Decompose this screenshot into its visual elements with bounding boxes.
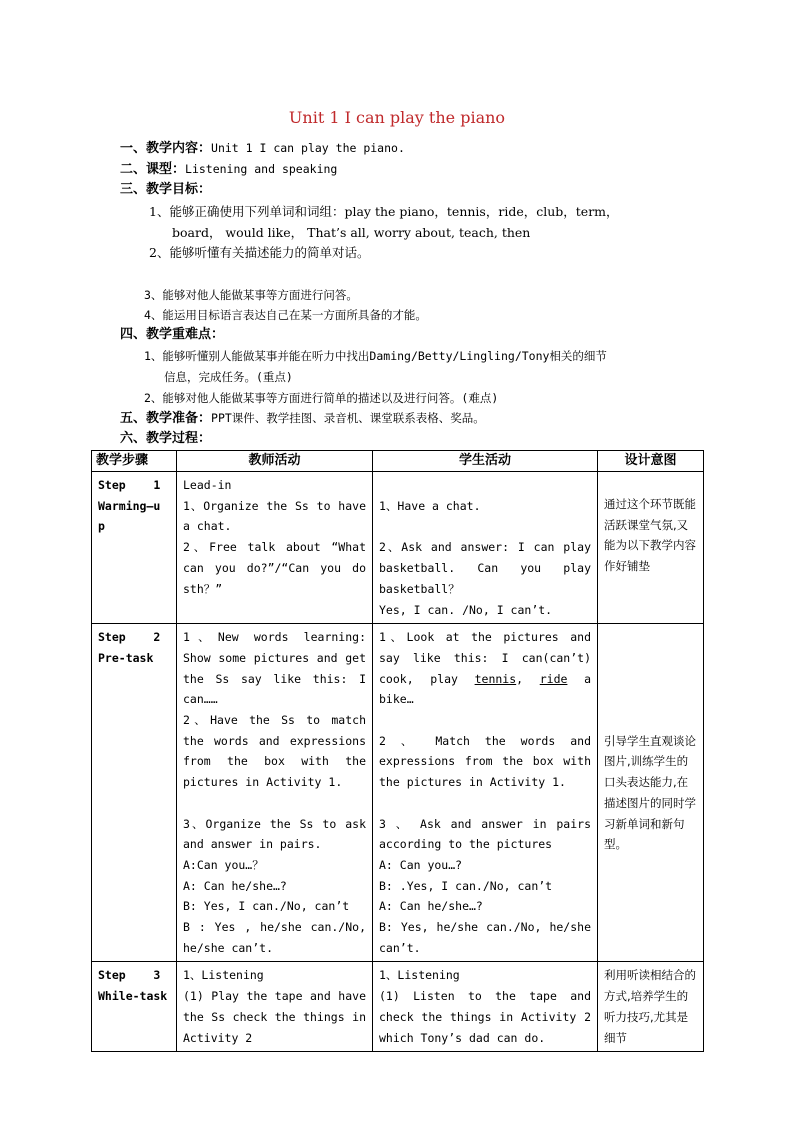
student-line: 2、Ask and answer: I can play basketball. Can you play basketball？ [379, 540, 591, 596]
goal-3: 3、能够对他人能做某事等方面进行问答。 [144, 288, 358, 302]
key-points-heading: 四、教学重难点： [120, 327, 225, 342]
teacher-cell [177, 624, 373, 962]
teacher-line: B: Yes, I can./No, can’t [183, 899, 350, 914]
document-title: Unit 1 I can play the piano [288, 108, 506, 127]
key-point-1-line-1: 1、能够听懂别人能做某事并能在听力中找出Daming/Betty/Lingling/Tony相关的细节 [144, 349, 607, 363]
table-row [92, 624, 704, 962]
step-cell [92, 472, 177, 624]
content-line [120, 140, 405, 157]
student-text: 1、Look at the pictures and say like this: I can(can’t) cook, [379, 630, 591, 686]
vocab-word-tennis: tennis [474, 671, 517, 686]
teacher-line: (1) Play the tape and have the Ss check the things in Activity 2 [183, 989, 366, 1045]
step-label: Step 2 [98, 630, 161, 645]
step-name: Pre-task [98, 650, 154, 665]
student-cell [373, 472, 598, 624]
student-line: A: Can you…? [379, 857, 463, 872]
process-heading: 六、教学过程： [120, 431, 212, 446]
content-text: Unit 1 I can play the piano. [211, 141, 405, 155]
student-line: Yes, I can. /No, I can’t. [379, 602, 553, 617]
type-line [120, 161, 337, 178]
design-cell [598, 962, 704, 1052]
type-text: Listening and speaking [185, 162, 338, 176]
table-row [92, 472, 704, 624]
step-name-cont: p [98, 519, 105, 534]
goal-2: 2、能够听懂有关描述能力的简单对话。 [149, 245, 370, 260]
key-point-1-line-2: 信息，完成任务。(重点) [164, 370, 293, 384]
teacher-line: A:Can you…？ [183, 857, 264, 872]
table-header-row [92, 451, 704, 472]
prep-line [120, 410, 485, 427]
content-label: 一、教学内容： [120, 141, 212, 156]
goal-1-line-2: board， would like， That’s all, worry about, teach, then [172, 225, 531, 240]
teacher-line: 1、Listening [183, 968, 264, 983]
student-cell [373, 624, 598, 962]
student-cell [373, 962, 598, 1052]
step-cell [92, 962, 177, 1052]
teacher-line: 1、New words learning: Show some pictures and get the Ss say like this: I can…… [183, 630, 366, 707]
design-text: 通过这个环节既能活跃课堂气氛,又能为以下教学内容作好铺垫 [604, 497, 696, 574]
student-line: 2 、 Match the words and expressions from the box with the pictures in Activity 1. [379, 733, 591, 790]
student-line: 1、Have a chat. [379, 499, 481, 513]
teacher-cell [177, 472, 373, 624]
table-row [92, 962, 704, 1052]
teacher-line: A: Can he/she…? [183, 878, 287, 893]
teacher-line: 1、Organize the Ss to have a chat. [183, 498, 366, 534]
teacher-line: Lead-in [183, 478, 232, 492]
teacher-line: 2、Free talk about “What can you do?”/“Can you do sth？” [183, 540, 366, 596]
goal-1-line-1: 1、能够正确使用下列单词和词组：play the piano，tennis，ride，club，term， [149, 204, 619, 219]
design-text: 引导学生直观谈论图片,训练学生的口头表达能力,在描述图片的同时学习新单词和新句型。 [604, 733, 696, 852]
step-label: Step 3 [98, 968, 161, 983]
design-cell [598, 472, 704, 624]
vocab-word-ride: ride [539, 671, 568, 686]
student-line: A: Can he/she…? [379, 899, 483, 914]
key-point-2: 2、能够对他人能做某事等方面进行简单的描述以及进行问答。(难点) [144, 391, 499, 405]
goals-heading: 三、教学目标： [120, 182, 212, 197]
student-line: B: Yes, he/she can./No, he/she can’t. [379, 920, 591, 955]
student-text: play [430, 671, 458, 686]
prep-text: PPT课件、教学挂图、录音机、课堂联系表格、奖品。 [211, 411, 485, 425]
teacher-line: 2、Have the Ss to match the words and expressions from the box with the pictures in Activity 1. [183, 713, 366, 790]
goal-4: 4、能运用目标语言表达自己在某一方面所具备的才能。 [144, 308, 427, 322]
student-line: B: .Yes, I can./No, can’t [379, 878, 553, 893]
student-line: 1、Listening [379, 968, 460, 983]
type-label: 二、课型： [120, 162, 186, 177]
design-cell [598, 624, 704, 962]
prep-label: 五、教学准备： [120, 411, 212, 426]
student-text: a bike… [379, 671, 591, 707]
step-cell [92, 624, 177, 962]
header-design: 设计意图 [598, 451, 704, 472]
teacher-line: 3、Organize the Ss to ask and answer in pairs. [183, 816, 366, 852]
teaching-process-table [91, 450, 704, 1052]
header-student: 学生活动 [373, 451, 598, 472]
header-teacher: 教师活动 [177, 451, 373, 472]
student-line: 3 、 Ask and answer in pairs according to the pictures [379, 816, 591, 852]
header-step: 教学步骤 [92, 451, 177, 472]
step-label: Step 1 [98, 478, 161, 492]
teacher-cell [177, 962, 373, 1052]
student-line: (1) Listen to the tape and check the things in Activity 2 which Tony’s dad can do. [379, 989, 591, 1045]
step-name: While-task [98, 989, 168, 1004]
design-text: 利用听读相结合的方式,培养学生的听力技巧,尤其是细节 [604, 968, 696, 1045]
teacher-line: B : Yes , he/she can./No, he/she can’t. [183, 920, 366, 955]
step-name: Warming—u [98, 498, 161, 513]
student-line: 1、Look at the pictures and say like this: I can(can’t) cook, play tennis, ride a bike… [379, 630, 591, 707]
